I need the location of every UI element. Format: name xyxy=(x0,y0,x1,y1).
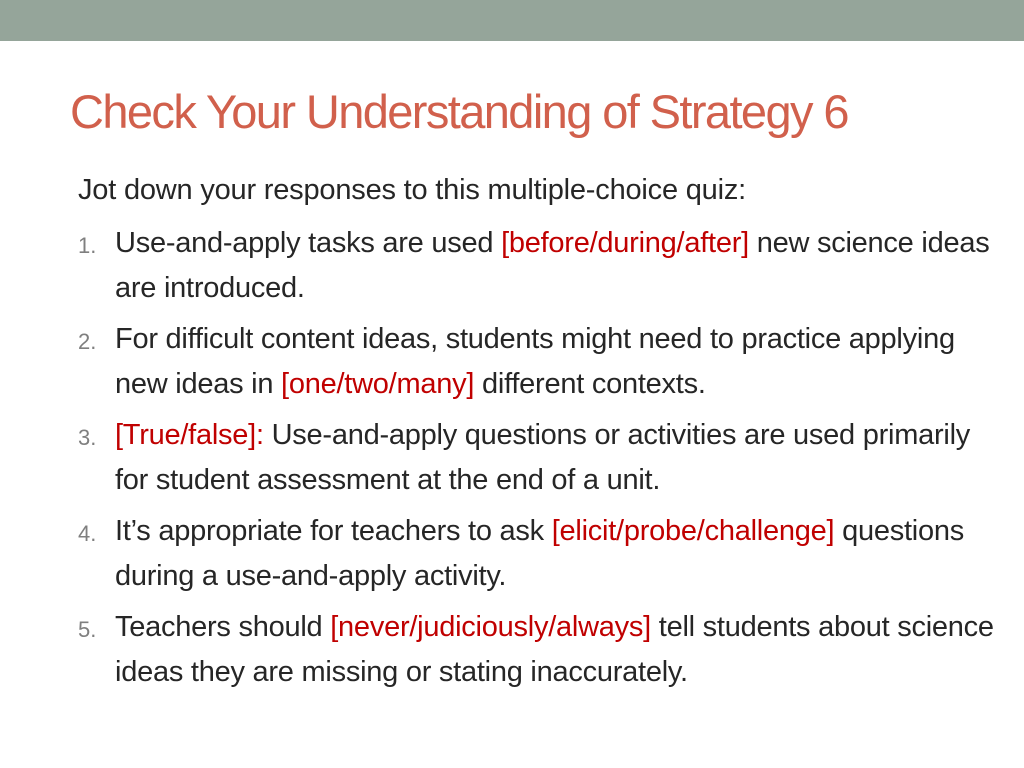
slide-title: Check Your Understanding of Strategy 6 xyxy=(70,85,848,138)
answer-choices: [one/two/many] xyxy=(281,368,475,400)
quiz-item xyxy=(78,317,1008,407)
item-text-before: Use-and-apply tasks are used xyxy=(115,227,502,259)
answer-choices: [True/false]: xyxy=(115,419,264,451)
top-decorative-band xyxy=(0,0,1024,41)
item-number: 1. xyxy=(78,233,97,258)
item-text-before: It’s appropriate for teachers to ask xyxy=(115,515,552,547)
answer-choices: [never/judiciously/always] xyxy=(330,611,651,643)
quiz-item xyxy=(78,509,1008,599)
item-text-after: new science ideas are introduced. xyxy=(115,227,990,304)
quiz-list xyxy=(78,221,1008,695)
item-text-before: For difficult content ideas, students might need to practice applying new ideas in xyxy=(115,323,955,400)
item-text-after: different contexts. xyxy=(474,368,706,400)
slide-body xyxy=(78,168,1008,701)
quiz-item xyxy=(78,413,1008,503)
answer-choices: [before/during/after] xyxy=(501,227,749,259)
quiz-item xyxy=(78,605,1008,695)
item-text-after: tell students about science ideas they are missing or stating inaccurately. xyxy=(115,611,994,688)
quiz-intro: Jot down your responses to this multiple-choice quiz: xyxy=(78,174,747,206)
quiz-item xyxy=(78,221,1008,311)
item-number: 3. xyxy=(78,425,97,450)
item-text-after: Use-and-apply questions or activities are used primarily for student assessment at the end of a unit. xyxy=(115,419,971,496)
item-number: 5. xyxy=(78,617,97,642)
item-text-after: questions during a use-and-apply activity. xyxy=(115,515,965,592)
item-text-before: Teachers should xyxy=(115,611,331,643)
item-number: 2. xyxy=(78,329,97,354)
item-number: 4. xyxy=(78,521,97,546)
answer-choices: [elicit/probe/challenge] xyxy=(551,515,835,547)
